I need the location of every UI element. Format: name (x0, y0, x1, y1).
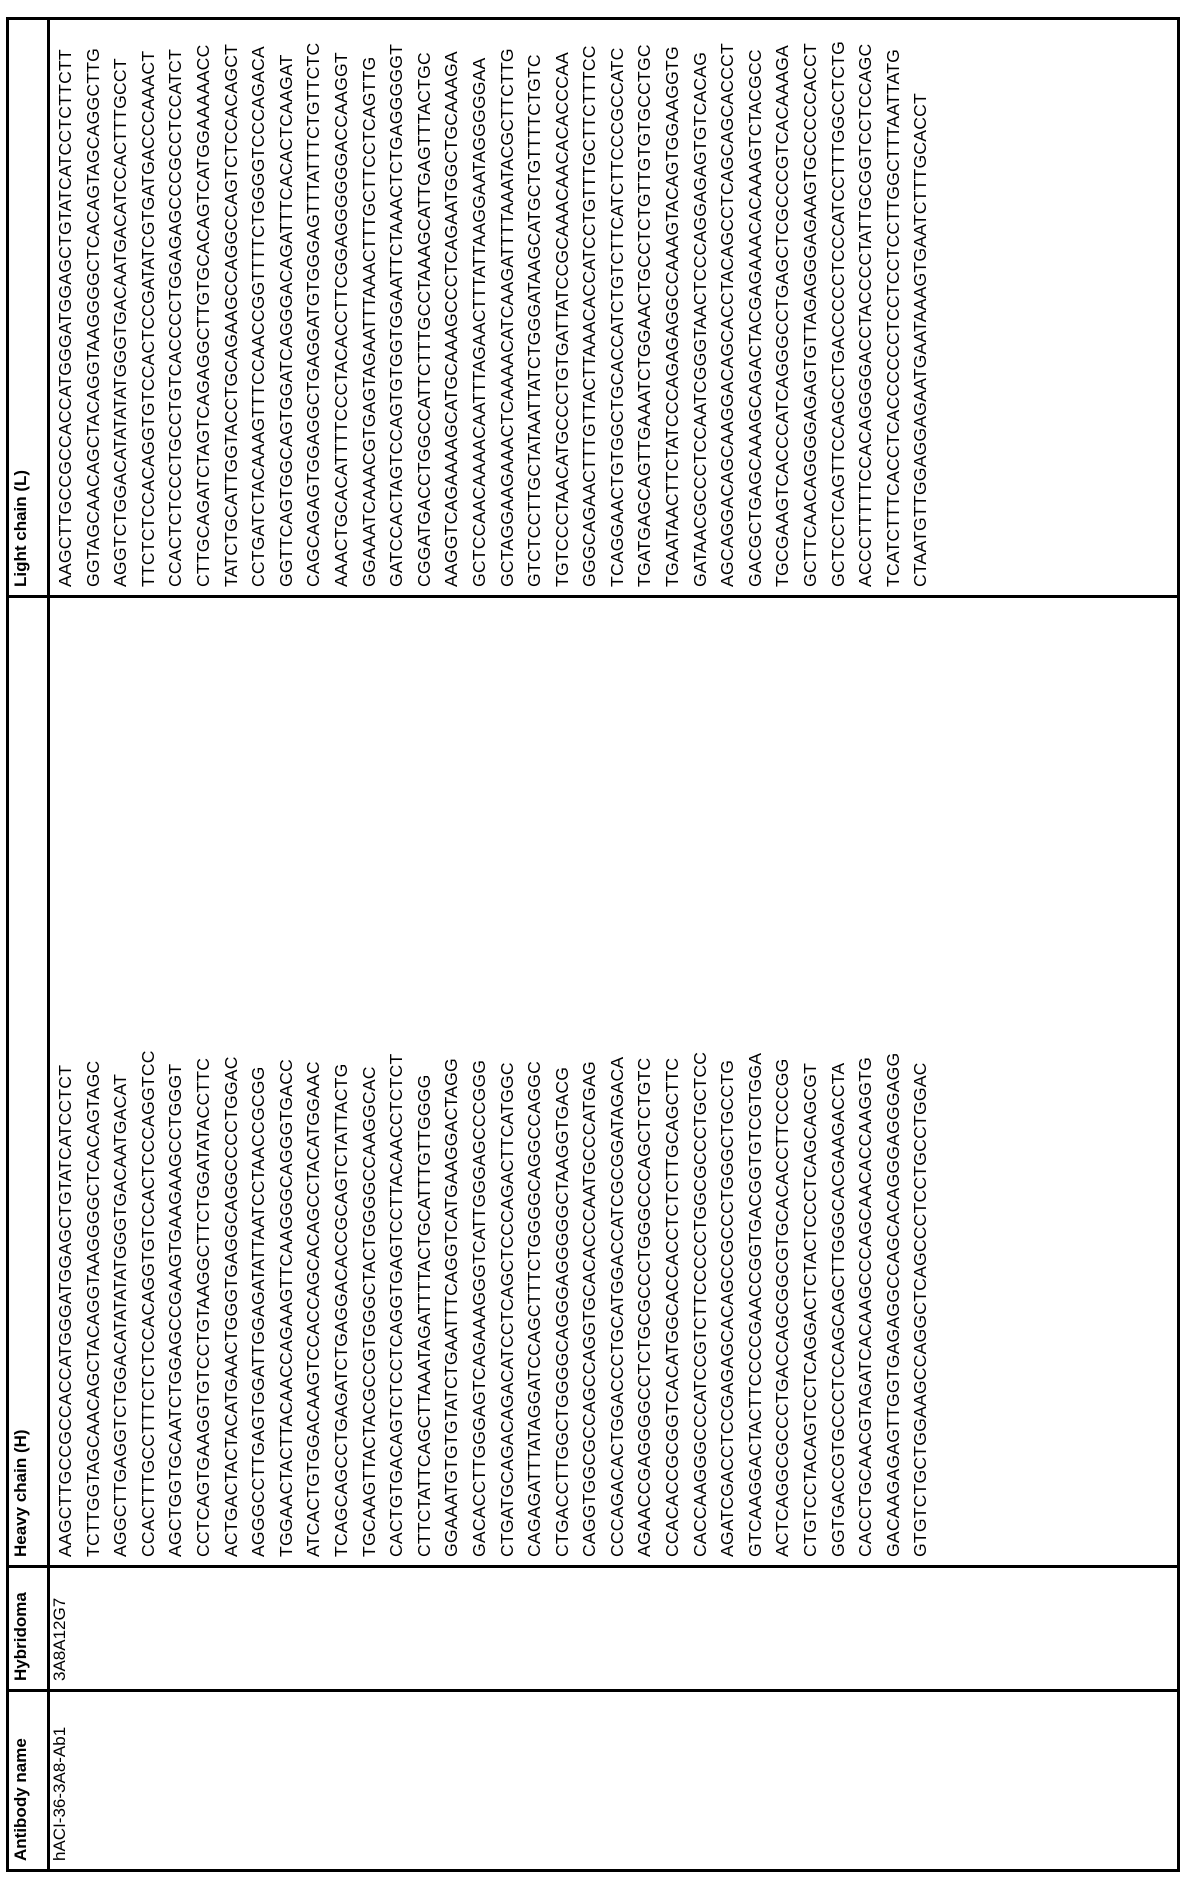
sequence-line: GGAAATCAAACGTGAGTAGAATTTAAACTTTGCTTCCTCAGTTG (358, 56, 379, 587)
sequence-line: CACCAAGGGCCCATCCGTCTTCCCCCTGGCGCCCTGCTCC (689, 1051, 710, 1557)
sequence-line: GTCAAGGACTACTTCCCCGAACCGGTGACGGTGTCGTGGA (744, 1052, 765, 1557)
antibody-name-cell: hACI-36-3A8-Ab1 (49, 1691, 1179, 1871)
sequence-line: AGGGCCTTGAGTGGATTGGAGATATTAATCCTAACCGCGG (248, 1066, 269, 1557)
sequence-line: CAGCAGAGTGGAGGCTGAGGATGTGGGAGTTTATTTCTGTTCTC (303, 42, 324, 587)
sequence-line: ACCCTTTTTCCACAGGGGACCTACCCCTATTGCGGTCCTCCAGC (855, 43, 876, 587)
sequence-line: CTGACCTTGGCTGGGGCAGGGAGGGGGCTAAGGTGACG (551, 1066, 572, 1557)
sequence-line: AAGCTTGCCGCCACCATGGGATGGAGCTGTATCATCCTCTTCTT (55, 49, 75, 587)
sequence-line: CGGATGACCTGGCCATTCTTTGCCTAAAGCATTGAGTTTACTGC (413, 52, 434, 587)
table-row (49, 19, 1179, 1871)
header-heavy-chain: Heavy chain (H) (8, 597, 49, 1567)
antibody-sequence-table (6, 17, 1180, 1872)
sequence-line: GCTTCAACAGGGGAGAGTGTTAGAGGGAGAAGTGCCCCCACCT (800, 43, 821, 587)
sequence-line: AGATCGACCTCCGAGAGCACAGCCGCCCTGGGCTGCCTG (717, 1059, 738, 1557)
sequence-line: CCCAGACACTGGACCCTGCATGGACCATCGCGGATAGACA (606, 1056, 627, 1557)
sequence-line: TGCGAAGTCACCCATCAGGGCCTGAGCTCGCCCGTCACAAAGA (772, 45, 793, 587)
sequence-line: CTAATGTTGGAGGAGAATGAATAAAGTGAATCTTTGCACCT (910, 93, 931, 587)
header-row (8, 19, 49, 1871)
header-light-chain: Light chain (L) (8, 19, 49, 597)
heavy-chain-sequence (50, 606, 935, 1557)
sequence-line: CCACACCGCGGTCACATGGCACCACCTCTCTTGCAGCTTC (662, 1057, 683, 1557)
sequence-line: GATAACGCCCTCCAATCGGGTAACTCCCAGGAGAGTGTCACAG (689, 51, 710, 587)
sequence-line: AGCAGGACAGCAAGGACAGCACCTACAGCCTCAGCAGCACCCT (717, 43, 738, 587)
sequence-line: AAGCTTGCCGCCACCATGGGATGGAGCTGTATCATCCTCT (55, 1064, 75, 1557)
sequence-line: GATCCACTAGTCCAGTGTGGTGGAATTCTAAACTCTGAGGGGGT (386, 43, 407, 587)
sequence-line: CCACTTTGCCTTTCTCTCCACAGGTGTCCACTCCCAGGTCC (137, 1050, 158, 1557)
sequence-line: GGAAATGTGTGTATCTGAATTTCAGGTCATGAAGGACTAGG (441, 1058, 462, 1557)
sequence-line: AGCTGGTGCAATCTGGAGCCGAAGTGAAGAAGCCTGGGT (165, 1063, 186, 1557)
sequence-line: TGCAAGTTACTACGCCGTGGGCTACTGGGGCCAAGGCAC (358, 1066, 379, 1557)
sequence-line: GGGCAGAACTTTGTTACTTAAACACCATCCTGTTTGCTTCTTTCC (579, 45, 600, 587)
sequence-line: GACACCTTGGGAGTCAGAAAGGGTCATTGGGAGCCCGGG (468, 1059, 489, 1557)
sequence-line: CAGAGATTTATAGGATCCAGCTTTCTGGGGCAGGCCAGGC (524, 1060, 545, 1557)
hybridoma-cell: 3A8A12G7 (49, 1567, 1179, 1691)
sequence-line: GGTTCAGTGGCAGTGGATCAGGGACAGATTTCACACTCAAGAT (275, 54, 296, 587)
sequence-line: TGGAACTACTTACAACCAGAAGTTCAAGGGCAGGGTGACC (275, 1058, 296, 1557)
sequence-line: TCTTGGTAGCAACAGCTACAGGTAAGGGGCTCACAGTAGC (82, 1060, 103, 1557)
sequence-line: AAACTGCACATTTTCCCTACACCTTCGGAGGGGGGACCAAGGT (330, 52, 351, 587)
sequence-line: GACGCTGAGCAAAGCAGACTACGAGAAACACAAAGTCTACGCC (744, 49, 765, 587)
sequence-line: TATCTGCATTGGTACCTGCAGAAGCCAGGCCAGTCTCCACAGCT (220, 43, 241, 587)
heavy-chain-cell (49, 597, 1179, 1567)
sequence-line: ATCACTGTGGACAAGTCCACCAGCACAGCCTACATGGAAC (303, 1061, 324, 1557)
sequence-line: GCTCCTCAGTTCCAGCCTGACCCCCTCCCATCCTTTGGCCTCTG (827, 40, 848, 587)
sequence-line: CTTGCAGATCTAGTCAGAGGCTTGTGCACAGTCATGGAAAAACC (192, 44, 213, 587)
sequence-line: TCATCTTTCACCTCACCCCCCTCCTCCTCCTTGGCTTTAATTATG (882, 48, 903, 587)
sequence-line: AGGCTTGAGGTCTGGACATATATATGGGTGACAATGACAT (110, 1073, 131, 1557)
header-antibody-name: Antibody name (8, 1691, 49, 1871)
rotated-page (6, 20, 1180, 1872)
sequence-line: CCTCAGTGAAGGTGTCCTGTAAGGCTTCTGGATATACCTTC (192, 1057, 213, 1557)
sequence-line: CCTGATCTACAAAGTTTCCAACCGGTTTTCTGGGGTCCCAGACA (248, 46, 269, 587)
sequence-line: CTGTCCTACAGTCCTCAGGACTCTACTCCCTCAGCAGCGT (800, 1062, 821, 1557)
light-chain-cell (49, 19, 1179, 597)
sequence-line: GGTAGCAACAGCTACAGGTAAGGGGCTCACAGTAGCAGGCTTG (82, 47, 103, 587)
sequence-line: GCTAGGAAGAAACTCAAAACATCAAGATTTTAAATACGCTTCTTG (496, 48, 517, 587)
sequence-line: ACTCAGGCGCCCTGACCAGCGGCGTGCACACCTTCCCGG (772, 1058, 793, 1557)
sequence-line: AGGTCTGGACATATATATGGGTGACAATGACATCCACTTTGCCT (110, 58, 131, 587)
sequence-line: TCAGCAGCCTGAGATCTGAGGACACCGCAGTCTATTACTG (330, 1063, 351, 1557)
sequence-line: CACTGTGACAGTCTCCTCAGGTGAGTCCTTACAACCTCTCT (386, 1053, 407, 1557)
sequence-line: AAGGTCAGAAAAGCATGCAAAGCCCTCAGAATGGCTGCAAAGA (441, 51, 462, 587)
sequence-line: CAGGTGGCGCCAGCCAGGTGCACACCCAATGCCCATGAG (579, 1061, 600, 1557)
sequence-line: TGATGAGCAGTTGAAATCTGGAACTGCCTCTGTTGTGTGCCTGC (634, 44, 655, 587)
header-hybridoma: Hybridoma (8, 1567, 49, 1691)
sequence-line: GACAAGAGAGTTGGTGAGAGGCCAGCACAGGGAGGGAGG (882, 1052, 903, 1557)
sequence-line: GGTGACCGTGCCCTCCAGCAGCTTGGGCACGAAGACCTA (827, 1062, 848, 1557)
sequence-line: AGAACCGAGGGGCCTCTGCGCCCTGGGCCCAGCTCTGTC (634, 1057, 655, 1557)
light-chain-sequence (50, 28, 935, 587)
sequence-line: TGAATAACTTCTATCCCAGAGAGGCCAAAGTACAGTGGAAGGTG (662, 46, 683, 587)
sequence-line: CTTCTATTCAGCTTAAATAGATTTTACTGCATTTGTTGGGG (413, 1074, 434, 1557)
sequence-line: ACTGACTACTACATGAACTGGGTGAGGCAGGCCCCTGGAC (220, 1056, 241, 1557)
sequence-line: CCACTCTCCCTGCCTGTCACCCCTGGAGAGCCCGCCTCCATCT (165, 48, 186, 587)
sequence-line: CACCTGCAACGTAGATCACAAGCCCAGCAACACCAAGGTG (855, 1056, 876, 1557)
sequence-line: GTGTCTGCTGGAAGCCAGGCTCAGCCCTCCTGCCTGGAC (910, 1062, 931, 1557)
sequence-line: GTCTCCTTGCTATAATTATCTGGGATAAGCATGCTGTTTTCTGTC (524, 54, 545, 587)
sequence-line: GCTCCAACAAAACAATTTAGAACTTTATTAAGGAATAGGGGGAA (468, 57, 489, 587)
sequence-line: TTCTCTCCACAGGTGTCCACTCCGATATCGTGATGACCCAAACT (137, 50, 158, 587)
sequence-line: TGTCCCTAACATGCCCTGTGATTATCCGCAAACAACACACCCAA (551, 52, 572, 587)
sequence-line: TCAGGAACTGTGGCTGCACCATCTGTCTTCATCTTCCCGCCATC (606, 47, 627, 587)
sequence-line: CTGATGCAGACAGACATCCTCAGCTCCCAGACTTCATGGC (496, 1062, 517, 1557)
